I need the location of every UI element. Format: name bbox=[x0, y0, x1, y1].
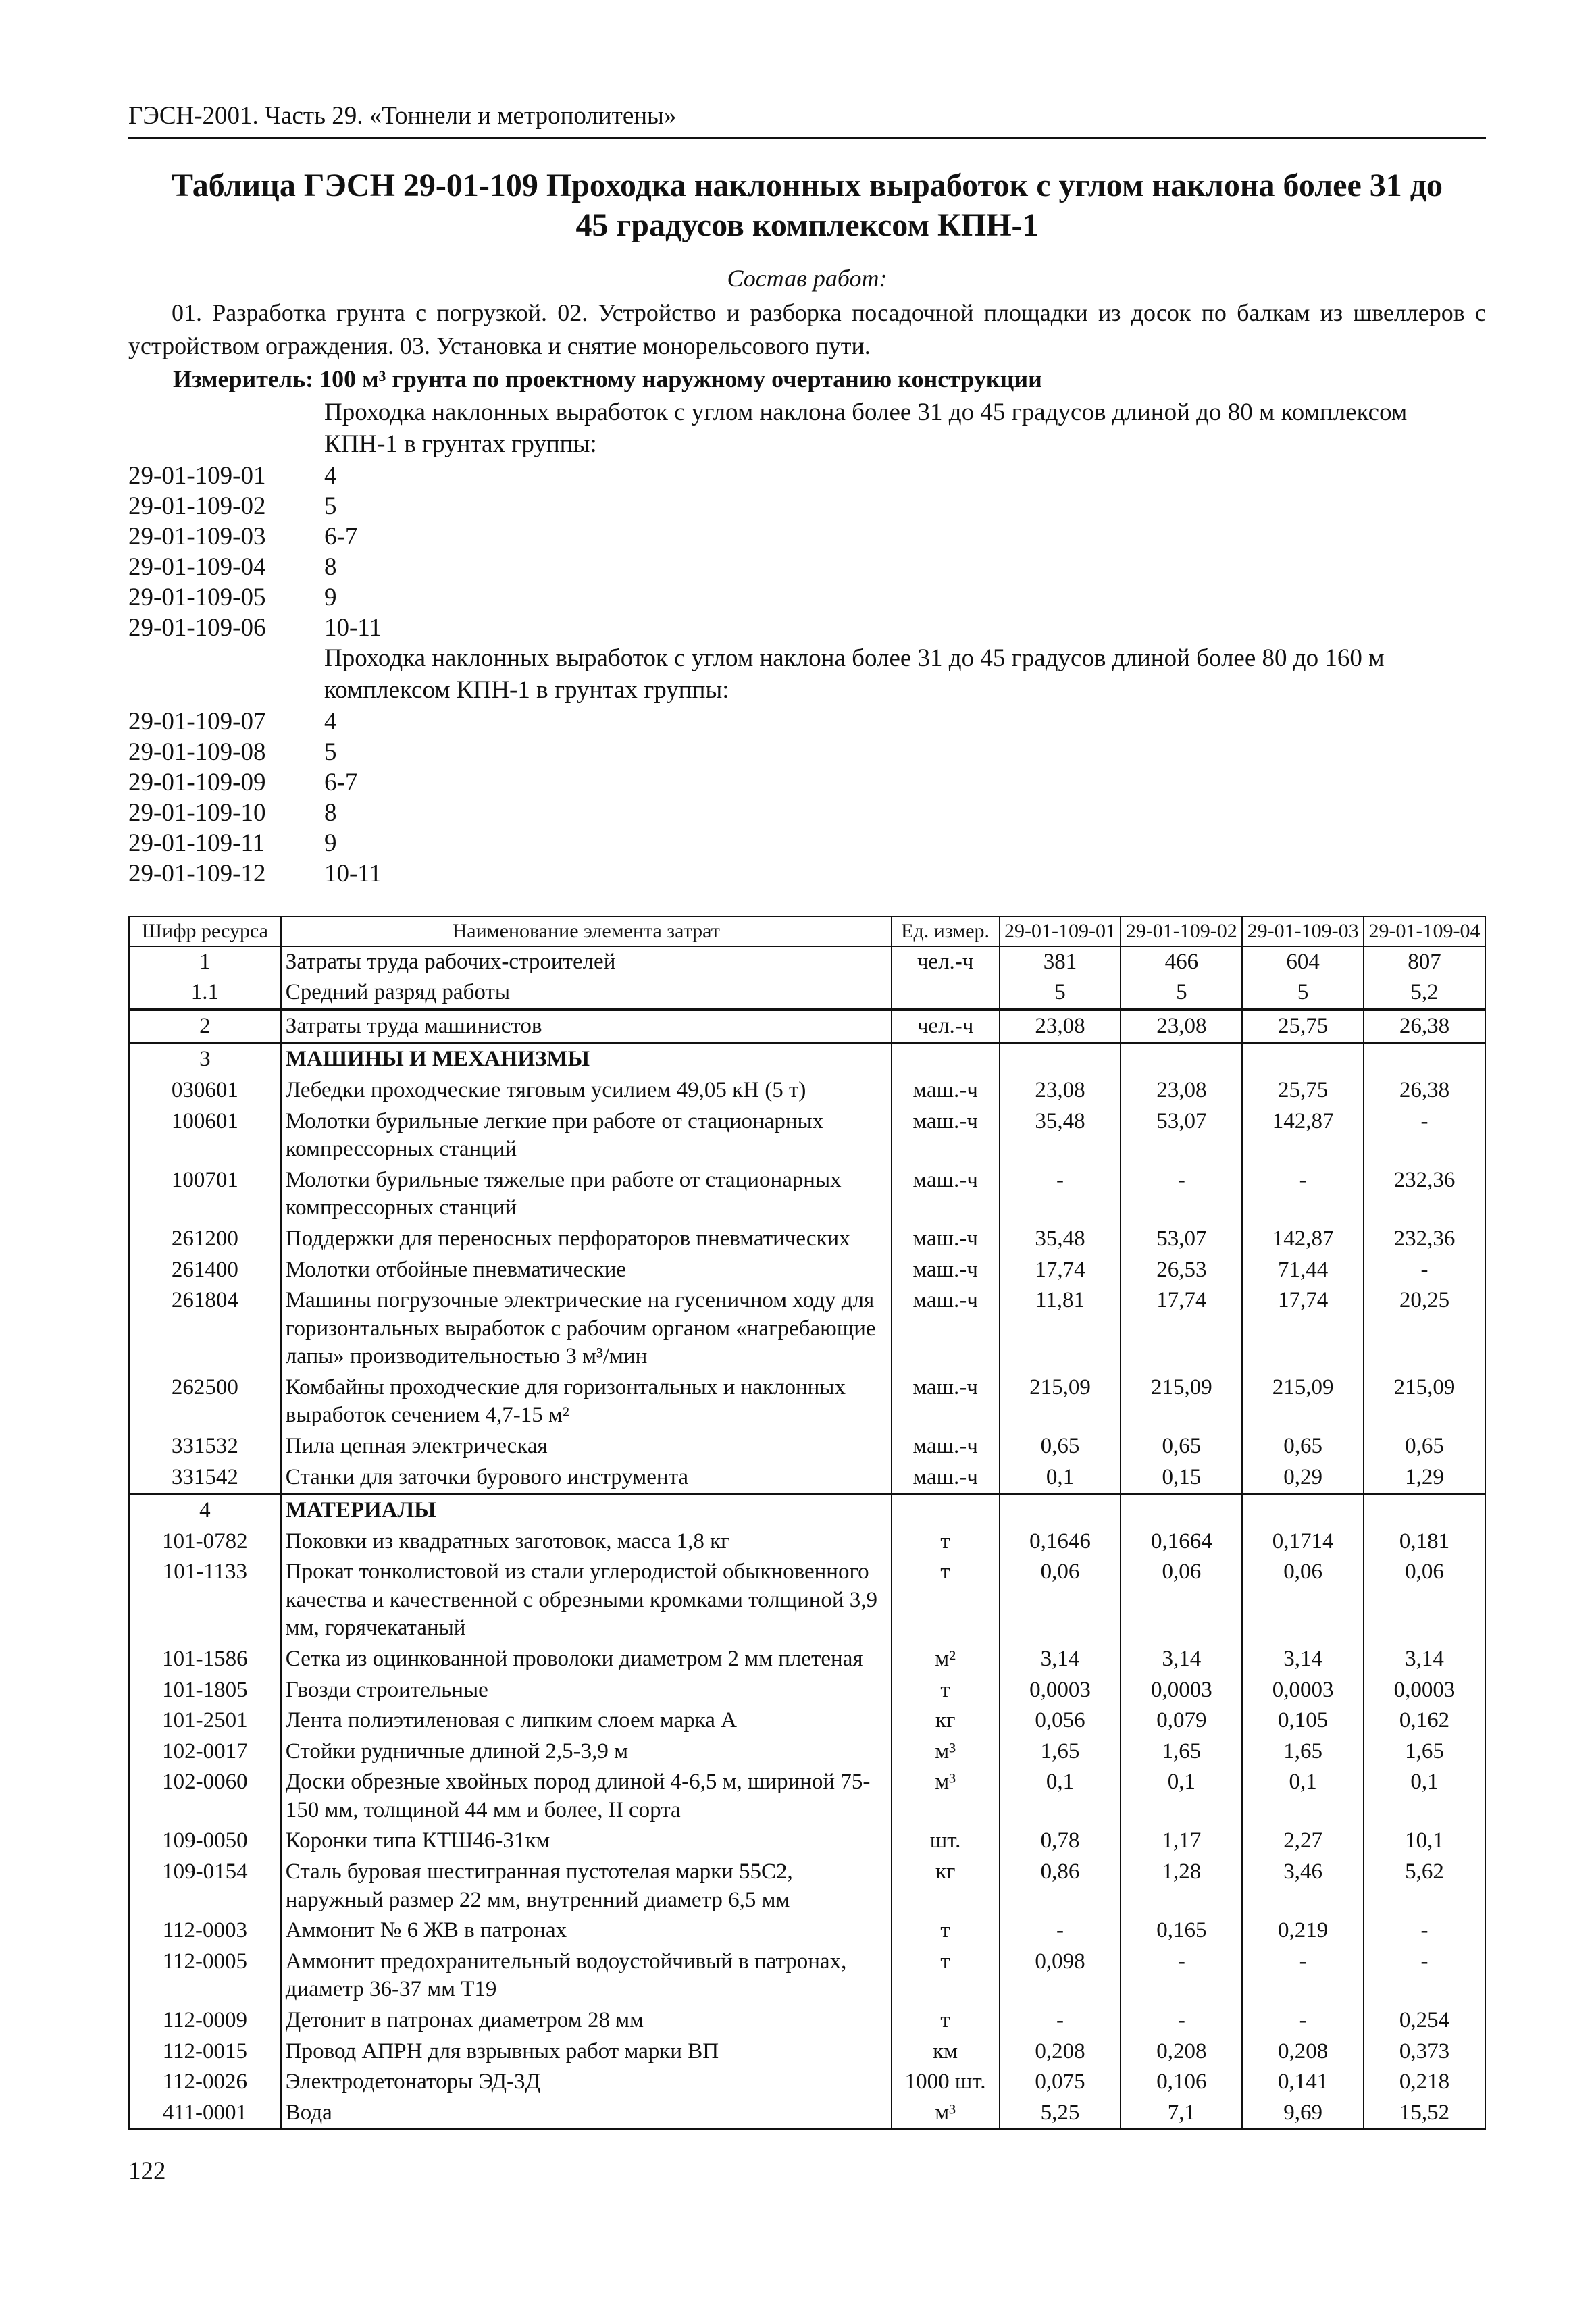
cell-unit: маш.-ч bbox=[892, 1431, 1000, 1462]
cell-v3: 17,74 bbox=[1242, 1285, 1364, 1372]
cell-v2: - bbox=[1121, 1165, 1242, 1224]
cell-code: 261400 bbox=[129, 1255, 281, 1286]
cell-v2: 215,09 bbox=[1121, 1372, 1242, 1431]
cell-code: 112-0015 bbox=[129, 2036, 281, 2067]
table-row bbox=[129, 1857, 1485, 1916]
cell-v3: 9,69 bbox=[1242, 2098, 1364, 2130]
cell-v2: 53,07 bbox=[1121, 1106, 1242, 1165]
cell-v2: 23,08 bbox=[1121, 1075, 1242, 1106]
cell-name: Аммонит № 6 ЖВ в патронах bbox=[281, 1916, 892, 1947]
cell-code: 1.1 bbox=[129, 977, 281, 1010]
cell-v1: 5 bbox=[1000, 977, 1121, 1010]
cell-unit: чел.-ч bbox=[892, 946, 1000, 978]
table-row bbox=[129, 1526, 1485, 1558]
table-row bbox=[129, 1826, 1485, 1857]
cell-name: Машины погрузочные электрические на гусеничном ходу для горизонтальных выработок с рабочим органом «нагребающие лапы» производительностью 3 м³/мин bbox=[281, 1285, 892, 1372]
table-row bbox=[129, 1372, 1485, 1431]
cell-v3: 0,1714 bbox=[1242, 1526, 1364, 1558]
cell-unit: м³ bbox=[892, 2098, 1000, 2130]
cell-v4: 0,162 bbox=[1364, 1705, 1485, 1737]
cell-v1: 0,1646 bbox=[1000, 1526, 1121, 1558]
cell-v1: 0,098 bbox=[1000, 1947, 1121, 2005]
table-row bbox=[129, 1462, 1485, 1495]
table-row bbox=[129, 946, 1485, 978]
cell-code: 101-1586 bbox=[129, 1644, 281, 1675]
cell-v4: 20,25 bbox=[1364, 1285, 1485, 1372]
cell-v1 bbox=[1000, 1043, 1121, 1075]
cell-code: 2 bbox=[129, 1010, 281, 1044]
cell-v1: 3,14 bbox=[1000, 1644, 1121, 1675]
col-header-unit: Ед. измер. bbox=[892, 917, 1000, 946]
cell-v4: 807 bbox=[1364, 946, 1485, 978]
cell-v2: 17,74 bbox=[1121, 1285, 1242, 1372]
cell-v4: 0,0003 bbox=[1364, 1675, 1485, 1706]
cell-v3 bbox=[1242, 1494, 1364, 1526]
cell-code: 411-0001 bbox=[129, 2098, 281, 2130]
variant-soil-group: 5 bbox=[324, 738, 337, 767]
running-header: ГЭСН-2001. Часть 29. «Тоннели и метрополитены» bbox=[128, 101, 1486, 139]
col-header-name: Наименование элемента затрат bbox=[281, 917, 892, 946]
cell-v2: 26,53 bbox=[1121, 1255, 1242, 1286]
cell-name: Вода bbox=[281, 2098, 892, 2130]
cell-v3: 0,65 bbox=[1242, 1431, 1364, 1462]
cell-v1: 23,08 bbox=[1000, 1010, 1121, 1044]
table-row bbox=[129, 1255, 1485, 1286]
variant-code: 29-01-109-10 bbox=[128, 799, 266, 827]
cell-v3: 0,06 bbox=[1242, 1557, 1364, 1644]
cell-v2: 466 bbox=[1121, 946, 1242, 978]
variant-code: 29-01-109-02 bbox=[128, 492, 266, 521]
cell-name: Лебедки проходческие тяговым усилием 49,05 кН (5 т) bbox=[281, 1075, 892, 1106]
cell-v3: 2,27 bbox=[1242, 1826, 1364, 1857]
cell-v1: - bbox=[1000, 1916, 1121, 1947]
table-header-row bbox=[129, 917, 1485, 946]
cell-v4: 0,06 bbox=[1364, 1557, 1485, 1644]
cell-v2: - bbox=[1121, 1947, 1242, 2005]
cell-v1: 0,208 bbox=[1000, 2036, 1121, 2067]
cell-unit: т bbox=[892, 1526, 1000, 1558]
table-row bbox=[129, 2005, 1485, 2036]
cell-v1: 35,48 bbox=[1000, 1224, 1121, 1255]
cell-name: Затраты труда машинистов bbox=[281, 1010, 892, 1044]
variant-row bbox=[128, 461, 1486, 491]
cell-v2: 5 bbox=[1121, 977, 1242, 1010]
variant-row bbox=[128, 858, 1486, 889]
cell-v1: 1,65 bbox=[1000, 1737, 1121, 1768]
variant-soil-group: 10-11 bbox=[324, 860, 382, 888]
cell-name: Затраты труда рабочих-строителей bbox=[281, 946, 892, 978]
cell-v1: 0,65 bbox=[1000, 1431, 1121, 1462]
cell-v1: 0,056 bbox=[1000, 1705, 1121, 1737]
cell-unit: маш.-ч bbox=[892, 1255, 1000, 1286]
cell-name: Прокат тонколистовой из стали углеродистой обыкновенного качества и качественной с обрезными кромками толщиной 3,9 мм, горячекатаный bbox=[281, 1557, 892, 1644]
cell-unit: чел.-ч bbox=[892, 1010, 1000, 1044]
cell-name: Молотки бурильные тяжелые при работе от стационарных компрессорных станций bbox=[281, 1165, 892, 1224]
cell-name: Станки для заточки бурового инструмента bbox=[281, 1462, 892, 1495]
cell-v2: - bbox=[1121, 2005, 1242, 2036]
cell-v1: 35,48 bbox=[1000, 1106, 1121, 1165]
cell-unit: кг bbox=[892, 1705, 1000, 1737]
cell-v4: 5,2 bbox=[1364, 977, 1485, 1010]
cell-v4: 0,373 bbox=[1364, 2036, 1485, 2067]
cell-v2: 0,106 bbox=[1121, 2067, 1242, 2098]
cell-unit: маш.-ч bbox=[892, 1106, 1000, 1165]
cell-name: Стойки рудничные длиной 2,5-3,9 м bbox=[281, 1737, 892, 1768]
cell-unit: м³ bbox=[892, 1767, 1000, 1826]
cell-v2: 0,06 bbox=[1121, 1557, 1242, 1644]
cell-v4: 215,09 bbox=[1364, 1372, 1485, 1431]
cell-v3: - bbox=[1242, 2005, 1364, 2036]
cell-v3: 604 bbox=[1242, 946, 1364, 978]
cell-v1: 0,86 bbox=[1000, 1857, 1121, 1916]
cell-v2: 3,14 bbox=[1121, 1644, 1242, 1675]
cell-v1: 11,81 bbox=[1000, 1285, 1121, 1372]
col-header-v1: 29-01-109-01 bbox=[1000, 917, 1121, 946]
cell-unit: т bbox=[892, 2005, 1000, 2036]
cell-v2: 7,1 bbox=[1121, 2098, 1242, 2130]
cell-v4: - bbox=[1364, 1947, 1485, 2005]
variant-soil-group: 5 bbox=[324, 492, 337, 521]
cell-v3: 142,87 bbox=[1242, 1224, 1364, 1255]
cell-code: 101-1133 bbox=[129, 1557, 281, 1644]
cell-code: 112-0005 bbox=[129, 1947, 281, 2005]
cell-code: 030601 bbox=[129, 1075, 281, 1106]
cell-v3: 0,141 bbox=[1242, 2067, 1364, 2098]
cell-unit: маш.-ч bbox=[892, 1285, 1000, 1372]
table-row bbox=[129, 1644, 1485, 1675]
variant-row bbox=[128, 798, 1486, 828]
cell-unit: маш.-ч bbox=[892, 1224, 1000, 1255]
cell-v3: 142,87 bbox=[1242, 1106, 1364, 1165]
cell-v3: 5 bbox=[1242, 977, 1364, 1010]
cell-name: Лента полиэтиленовая с липким слоем марка А bbox=[281, 1705, 892, 1737]
variant-soil-group: 8 bbox=[324, 553, 337, 582]
table-row bbox=[129, 2098, 1485, 2130]
cell-v4: 0,218 bbox=[1364, 2067, 1485, 2098]
variant-row bbox=[128, 737, 1486, 767]
cell-v4: 26,38 bbox=[1364, 1075, 1485, 1106]
page-number: 122 bbox=[128, 2157, 166, 2185]
cell-v2: 0,208 bbox=[1121, 2036, 1242, 2067]
cell-v1: 0,1 bbox=[1000, 1462, 1121, 1495]
cell-v3: 0,219 bbox=[1242, 1916, 1364, 1947]
variant-soil-group: 8 bbox=[324, 799, 337, 827]
cell-name: МАТЕРИАЛЫ bbox=[281, 1494, 892, 1526]
cell-v3: 3,46 bbox=[1242, 1857, 1364, 1916]
cell-v3: 25,75 bbox=[1242, 1075, 1364, 1106]
variants-list bbox=[128, 397, 1486, 889]
variant-code: 29-01-109-04 bbox=[128, 553, 266, 582]
resource-table bbox=[128, 916, 1486, 2130]
cell-v3: 0,29 bbox=[1242, 1462, 1364, 1495]
page bbox=[128, 101, 1486, 2130]
cell-unit: т bbox=[892, 1557, 1000, 1644]
variant-code: 29-01-109-06 bbox=[128, 614, 266, 642]
cell-code: 112-0003 bbox=[129, 1916, 281, 1947]
cell-v2: 1,17 bbox=[1121, 1826, 1242, 1857]
cell-v3: 0,0003 bbox=[1242, 1675, 1364, 1706]
cell-unit: кг bbox=[892, 1857, 1000, 1916]
variant-row bbox=[128, 491, 1486, 521]
variant-row bbox=[128, 828, 1486, 858]
col-header-v2: 29-01-109-02 bbox=[1121, 917, 1242, 946]
col-header-code: Шифр ресурса bbox=[129, 917, 281, 946]
cell-v4: 232,36 bbox=[1364, 1165, 1485, 1224]
cell-v2: 0,0003 bbox=[1121, 1675, 1242, 1706]
cell-v1: - bbox=[1000, 1165, 1121, 1224]
cell-name: Коронки типа КТШ46-31км bbox=[281, 1826, 892, 1857]
cell-v3: 3,14 bbox=[1242, 1644, 1364, 1675]
cell-v4: 5,62 bbox=[1364, 1857, 1485, 1916]
cell-code: 262500 bbox=[129, 1372, 281, 1431]
table-row bbox=[129, 1767, 1485, 1826]
cell-name: Гвозди строительные bbox=[281, 1675, 892, 1706]
cell-v2: 23,08 bbox=[1121, 1010, 1242, 1044]
cell-unit: маш.-ч bbox=[892, 1372, 1000, 1431]
cell-v4: 15,52 bbox=[1364, 2098, 1485, 2130]
cell-v4: - bbox=[1364, 1106, 1485, 1165]
table-row bbox=[129, 1916, 1485, 1947]
cell-v3: 0,105 bbox=[1242, 1705, 1364, 1737]
cell-name: Детонит в патронах диаметром 28 мм bbox=[281, 2005, 892, 2036]
cell-code: 101-1805 bbox=[129, 1675, 281, 1706]
cell-v1: 381 bbox=[1000, 946, 1121, 978]
table-row bbox=[129, 1106, 1485, 1165]
cell-v3: 215,09 bbox=[1242, 1372, 1364, 1431]
cell-v2: 0,1 bbox=[1121, 1767, 1242, 1826]
cell-v1: 0,06 bbox=[1000, 1557, 1121, 1644]
variant-code: 29-01-109-08 bbox=[128, 738, 266, 767]
variant-row bbox=[128, 767, 1486, 798]
cell-v2: 0,1664 bbox=[1121, 1526, 1242, 1558]
cell-code: 331532 bbox=[129, 1431, 281, 1462]
cell-v4: 1,29 bbox=[1364, 1462, 1485, 1495]
variant-soil-group: 4 bbox=[324, 462, 337, 490]
cell-name: Молотки отбойные пневматические bbox=[281, 1255, 892, 1286]
table-row bbox=[129, 1557, 1485, 1644]
cell-code: 261804 bbox=[129, 1285, 281, 1372]
cell-unit: км bbox=[892, 2036, 1000, 2067]
table-row bbox=[129, 1705, 1485, 1737]
variant-code: 29-01-109-03 bbox=[128, 523, 266, 551]
cell-v1: 0,0003 bbox=[1000, 1675, 1121, 1706]
variant-code: 29-01-109-01 bbox=[128, 462, 266, 490]
cell-name: Провод АПРН для взрывных работ марки ВП bbox=[281, 2036, 892, 2067]
table-row bbox=[129, 1075, 1485, 1106]
cell-unit: м² bbox=[892, 1644, 1000, 1675]
cell-code: 101-2501 bbox=[129, 1705, 281, 1737]
col-header-v4: 29-01-109-04 bbox=[1364, 917, 1485, 946]
table-row bbox=[129, 1010, 1485, 1044]
cell-name: Молотки бурильные легкие при работе от стационарных компрессорных станций bbox=[281, 1106, 892, 1165]
cell-code: 331542 bbox=[129, 1462, 281, 1495]
cell-v4: 10,1 bbox=[1364, 1826, 1485, 1857]
cell-v4: - bbox=[1364, 1916, 1485, 1947]
cell-v2: 0,079 bbox=[1121, 1705, 1242, 1737]
cell-v2 bbox=[1121, 1043, 1242, 1075]
cell-v3: 25,75 bbox=[1242, 1010, 1364, 1044]
variant-code: 29-01-109-05 bbox=[128, 584, 266, 612]
cell-code: 102-0060 bbox=[129, 1767, 281, 1826]
table-row bbox=[129, 2036, 1485, 2067]
cell-v3 bbox=[1242, 1043, 1364, 1075]
cell-name: МАШИНЫ И МЕХАНИЗМЫ bbox=[281, 1043, 892, 1075]
variant-soil-group: 6-7 bbox=[324, 523, 358, 551]
variant-code: 29-01-109-07 bbox=[128, 708, 266, 736]
cell-unit bbox=[892, 977, 1000, 1010]
measure-unit: Измеритель: 100 м³ грунта по проектному наружному очертанию конструкции bbox=[173, 365, 1042, 393]
table-row bbox=[129, 2067, 1485, 2098]
variant-group-heading: Проходка наклонных выработок с углом наклона более 31 до 45 градусов длиной более 80 до 160 м комплексом КПН-1 в грунтах группы: bbox=[324, 644, 1385, 704]
cell-v3: 71,44 bbox=[1242, 1255, 1364, 1286]
cell-unit: 1000 шт. bbox=[892, 2067, 1000, 2098]
cell-v3: - bbox=[1242, 1165, 1364, 1224]
cell-code: 112-0026 bbox=[129, 2067, 281, 2098]
variant-group-heading: Проходка наклонных выработок с углом наклона более 31 до 45 градусов длиной до 80 м комплексом КПН-1 в грунтах группы: bbox=[324, 398, 1408, 459]
cell-v4: - bbox=[1364, 1255, 1485, 1286]
col-header-v3: 29-01-109-03 bbox=[1242, 917, 1364, 946]
cell-v4: 0,254 bbox=[1364, 2005, 1485, 2036]
variant-soil-group: 4 bbox=[324, 708, 337, 736]
cell-v3: - bbox=[1242, 1947, 1364, 2005]
cell-unit: т bbox=[892, 1675, 1000, 1706]
cell-code: 101-0782 bbox=[129, 1526, 281, 1558]
cell-name: Сталь буровая шестигранная пустотелая марки 55С2, наружный размер 22 мм, внутренний диаметр 6,5 мм bbox=[281, 1857, 892, 1916]
cell-v4 bbox=[1364, 1043, 1485, 1075]
table-row bbox=[129, 1285, 1485, 1372]
variant-row bbox=[128, 613, 1486, 643]
cell-v2 bbox=[1121, 1494, 1242, 1526]
variant-code: 29-01-109-09 bbox=[128, 769, 266, 797]
table-row bbox=[129, 977, 1485, 1010]
cell-code: 100601 bbox=[129, 1106, 281, 1165]
cell-v4: 0,65 bbox=[1364, 1431, 1485, 1462]
cell-v3: 1,65 bbox=[1242, 1737, 1364, 1768]
cell-unit bbox=[892, 1043, 1000, 1075]
cell-v4: 0,1 bbox=[1364, 1767, 1485, 1826]
cell-unit: маш.-ч bbox=[892, 1165, 1000, 1224]
cell-unit: маш.-ч bbox=[892, 1075, 1000, 1106]
cell-v1: 17,74 bbox=[1000, 1255, 1121, 1286]
variant-row bbox=[128, 582, 1486, 613]
cell-unit bbox=[892, 1494, 1000, 1526]
cell-unit: шт. bbox=[892, 1826, 1000, 1857]
cell-unit: т bbox=[892, 1947, 1000, 2005]
cell-v4: 232,36 bbox=[1364, 1224, 1485, 1255]
cell-v1: - bbox=[1000, 2005, 1121, 2036]
table-row bbox=[129, 1165, 1485, 1224]
cell-v1: 0,1 bbox=[1000, 1767, 1121, 1826]
cell-v1: 0,78 bbox=[1000, 1826, 1121, 1857]
table-title bbox=[128, 166, 1486, 245]
variant-soil-group: 6-7 bbox=[324, 769, 358, 797]
cell-name: Поковки из квадратных заготовок, масса 1,8 кг bbox=[281, 1526, 892, 1558]
cell-v4: 0,181 bbox=[1364, 1526, 1485, 1558]
cell-code: 100701 bbox=[129, 1165, 281, 1224]
cell-unit: маш.-ч bbox=[892, 1462, 1000, 1495]
cell-v3: 0,208 bbox=[1242, 2036, 1364, 2067]
variant-soil-group: 10-11 bbox=[324, 614, 382, 642]
cell-code: 109-0154 bbox=[129, 1857, 281, 1916]
cell-v4 bbox=[1364, 1494, 1485, 1526]
cell-v2: 0,65 bbox=[1121, 1431, 1242, 1462]
cell-v2: 1,65 bbox=[1121, 1737, 1242, 1768]
table-row bbox=[129, 1947, 1485, 2005]
cell-code: 102-0017 bbox=[129, 1737, 281, 1768]
cell-name: Электродетонаторы ЭД-3Д bbox=[281, 2067, 892, 2098]
works-text: 01. Разработка грунта с погрузкой. 02. Устройство и разборка посадочной площадки из досок по балкам из швеллеров с устройством ограждения. 03. Установка и снятие монорельсового пути. bbox=[128, 299, 1486, 359]
cell-v2: 0,15 bbox=[1121, 1462, 1242, 1495]
cell-v1: 5,25 bbox=[1000, 2098, 1121, 2130]
cell-v2: 0,165 bbox=[1121, 1916, 1242, 1947]
table-row bbox=[129, 1494, 1485, 1526]
table-row bbox=[129, 1737, 1485, 1768]
cell-name: Комбайны проходческие для горизонтальных и наклонных выработок сечением 4,7-15 м² bbox=[281, 1372, 892, 1431]
cell-name: Доски обрезные хвойных пород длиной 4-6,5 м, шириной 75-150 мм, толщиной 44 мм и более, II сорта bbox=[281, 1767, 892, 1826]
variant-row bbox=[128, 521, 1486, 552]
table-title-line-1: Таблица ГЭСН 29-01-109 Проходка наклонных выработок с углом наклона более 31 до bbox=[171, 168, 1443, 203]
variant-soil-group: 9 bbox=[324, 829, 337, 858]
cell-name: Поддержки для переносных перфораторов пневматических bbox=[281, 1224, 892, 1255]
cell-v3: 0,1 bbox=[1242, 1767, 1364, 1826]
variant-code: 29-01-109-11 bbox=[128, 829, 265, 858]
cell-code: 3 bbox=[129, 1043, 281, 1075]
table-row bbox=[129, 1043, 1485, 1075]
cell-name: Пила цепная электрическая bbox=[281, 1431, 892, 1462]
cell-v1: 0,075 bbox=[1000, 2067, 1121, 2098]
cell-v4: 3,14 bbox=[1364, 1644, 1485, 1675]
table-title-line-2: 45 градусов комплексом КПН-1 bbox=[575, 207, 1039, 243]
cell-unit: т bbox=[892, 1916, 1000, 1947]
variant-soil-group: 9 bbox=[324, 584, 337, 612]
variant-row bbox=[128, 706, 1486, 737]
table-row bbox=[129, 1675, 1485, 1706]
cell-code: 112-0009 bbox=[129, 2005, 281, 2036]
cell-code: 109-0050 bbox=[129, 1826, 281, 1857]
variant-code: 29-01-109-12 bbox=[128, 860, 266, 888]
cell-name: Сетка из оцинкованной проволоки диаметром 2 мм плетеная bbox=[281, 1644, 892, 1675]
cell-v2: 1,28 bbox=[1121, 1857, 1242, 1916]
cell-v4: 1,65 bbox=[1364, 1737, 1485, 1768]
cell-code: 261200 bbox=[129, 1224, 281, 1255]
cell-name: Средний разряд работы bbox=[281, 977, 892, 1010]
cell-v1: 23,08 bbox=[1000, 1075, 1121, 1106]
cell-v1: 215,09 bbox=[1000, 1372, 1121, 1431]
cell-unit: м³ bbox=[892, 1737, 1000, 1768]
table-row bbox=[129, 1431, 1485, 1462]
cell-name: Аммонит предохранительный водоустойчивый в патронах, диаметр 36-37 мм Т19 bbox=[281, 1947, 892, 2005]
cell-code: 4 bbox=[129, 1494, 281, 1526]
cell-v1 bbox=[1000, 1494, 1121, 1526]
cell-code: 1 bbox=[129, 946, 281, 978]
variant-row bbox=[128, 552, 1486, 582]
works-title: Состав работ: bbox=[727, 265, 887, 292]
cell-v2: 53,07 bbox=[1121, 1224, 1242, 1255]
table-row bbox=[129, 1224, 1485, 1255]
cell-v4: 26,38 bbox=[1364, 1010, 1485, 1044]
